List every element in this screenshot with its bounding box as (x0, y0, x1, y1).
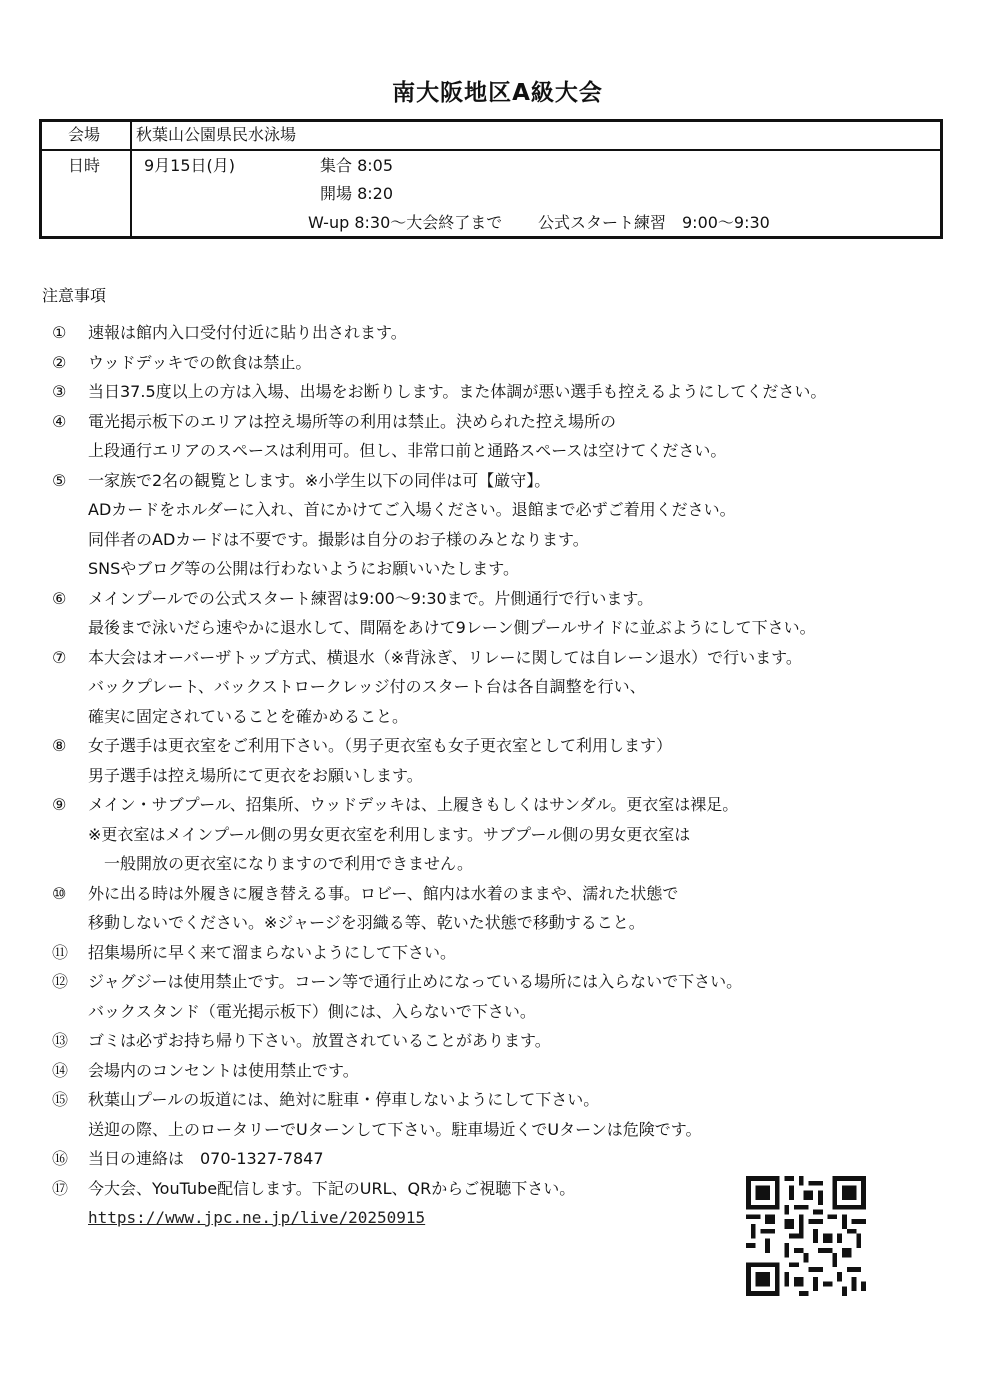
note-number: ⑯ (52, 1149, 69, 1168)
note-item (52, 379, 826, 402)
note-text: ジャグジーは使用禁止です。コーン等で通行止めになっている場所には入らないで下さい。 (88, 972, 743, 991)
note-continuation: 確実に固定されていることを確かめること。 (88, 707, 409, 726)
note-item (52, 409, 616, 432)
warmup-time: W-up 8:30〜大会終了まで (308, 213, 503, 232)
note-text: 今大会、YouTube配信します。下記のURL、QRからご視聴下さい。 (88, 1179, 576, 1198)
datetime-label: 日時 (68, 156, 101, 175)
note-item (52, 1087, 599, 1110)
note-number: ⑥ (52, 589, 67, 608)
note-number: ⑭ (52, 1061, 69, 1080)
note-continuation: 送迎の際、上のロータリーでUターンして下さい。駐車場近くでUターンは危険です。 (88, 1120, 702, 1139)
note-continuation: 一般開放の更衣室になりますので利用できません。 (104, 854, 473, 873)
notes-heading: 注意事項 (42, 286, 107, 305)
note-text: 速報は館内入口受付付近に貼り出されます。 (88, 323, 407, 342)
note-number: ⑩ (52, 884, 67, 903)
note-continuation: 上段通行エリアのスペースは利用可。但し、非常口前と通路スペースは空けてください。 (88, 441, 727, 460)
note-continuation: 最後まで泳いだら速やかに退水して、間隔をあけて9レーン側プールサイドに並ぶようにして下さい。 (88, 618, 816, 637)
note-text: 外に出る時は外履きに履き替える事。ロビー、館内は水着のままや、濡れた状態で (88, 884, 679, 903)
note-number: ⑰ (52, 1179, 69, 1198)
assembly-time: 集合 8:05 (320, 156, 394, 175)
note-item (52, 940, 456, 963)
venue-label: 会場 (68, 125, 101, 144)
note-text: 招集場所に早く来て溜まらないようにして下さい。 (88, 943, 457, 962)
note-text: ゴミは必ずお持ち帰り下さい。放置されていることがあります。 (88, 1031, 551, 1050)
note-number: ⑨ (52, 795, 67, 814)
note-text: 電光掲示板下のエリアは控え場所等の利用は禁止。決められた控え場所の (88, 412, 617, 431)
note-item (52, 645, 802, 668)
note-continuation: ADカードをホルダーに入れ、首にかけてご入場ください。退館まで必ずご着用ください。 (88, 500, 736, 519)
note-text: 会場内のコンセントは使用禁止です。 (88, 1061, 359, 1080)
note-number: ① (52, 323, 67, 342)
note-text: 秋葉山プールの坂道には、絶対に駐車・停車しないようにして下さい。 (88, 1090, 600, 1109)
note-item (52, 792, 738, 815)
note-number: ⑧ (52, 736, 67, 755)
table-divider-vertical (130, 122, 132, 236)
note-item (52, 320, 407, 343)
note-item (52, 969, 742, 992)
note-continuation: SNSやブログ等の公開は行わないようにお願いいたします。 (88, 559, 520, 578)
qr-code (746, 1176, 866, 1296)
note-number: ⑮ (52, 1090, 69, 1109)
note-number: ⑪ (52, 943, 69, 962)
note-text: メイン・サブプール、招集所、ウッドデッキは、上履きもしくはサンダル。更衣室は裸足。 (88, 795, 739, 814)
note-item (52, 350, 311, 373)
note-continuation: 移動しないでください。※ジャージを羽織る等、乾いた状態で移動すること。 (88, 913, 645, 932)
note-text: 一家族で2名の観覧とします。※小学生以下の同伴は可【厳守】。 (88, 471, 551, 490)
note-text: 当日37.5度以上の方は入場、出場をお断りします。また体調が悪い選手も控えるようにしてください。 (88, 382, 827, 401)
note-item (52, 1176, 575, 1199)
note-number: ④ (52, 412, 67, 431)
event-date: 9月15日(月) (144, 156, 236, 175)
note-continuation: バックプレート、バックストロークレッジ付のスタート台は各自調整を行い、 (88, 677, 646, 696)
note-number: ⑤ (52, 471, 67, 490)
note-text: 当日の連絡は 070-1327-7847 (88, 1149, 324, 1168)
note-continuation: ※更衣室はメインプール側の男女更衣室を利用します。サブプール側の男女更衣室は (88, 825, 691, 844)
note-number: ③ (52, 382, 67, 401)
table-divider-horizontal (42, 149, 940, 151)
note-item (52, 1058, 359, 1081)
official-start-practice: 公式スタート練習 9:00〜9:30 (538, 213, 770, 232)
note-continuation: バックスタンド（電光掲示板下）側には、入らないで下さい。 (88, 1002, 536, 1021)
note-continuation: 男子選手は控え場所にて更衣をお願いします。 (88, 766, 423, 785)
event-info-table (39, 119, 943, 239)
note-item (52, 586, 653, 609)
venue-value: 秋葉山公園県民水泳場 (136, 125, 297, 144)
note-number: ② (52, 353, 67, 372)
note-number: ⑬ (52, 1031, 69, 1050)
note-number: ⑦ (52, 648, 67, 667)
note-text: メインプールでの公式スタート練習は9:00〜9:30まで。片側通行で行います。 (88, 589, 654, 608)
note-item (52, 1028, 551, 1051)
note-text: ウッドデッキでの飲食は禁止。 (88, 353, 312, 372)
note-item (52, 881, 678, 904)
note-item (52, 1146, 324, 1169)
note-item (52, 733, 672, 756)
note-number: ⑫ (52, 972, 69, 991)
note-text: 本大会はオーバーザトップ方式、横退水（※背泳ぎ、リレーに関しては自レーン退水）で行います。 (88, 648, 802, 667)
page-title: 南大阪地区A級大会 (392, 80, 603, 106)
note-item (52, 468, 550, 491)
note-continuation: 同伴者のADカードは不要です。撮影は自分のお子様のみとなります。 (88, 530, 589, 549)
live-stream-link[interactable]: https://www.jpc.ne.jp/live/20250915 (88, 1208, 426, 1227)
note-text: 女子選手は更衣室をご利用下さい。（男子更衣室も女子更衣室として利用します） (88, 736, 673, 755)
opening-time: 開場 8:20 (320, 184, 394, 203)
